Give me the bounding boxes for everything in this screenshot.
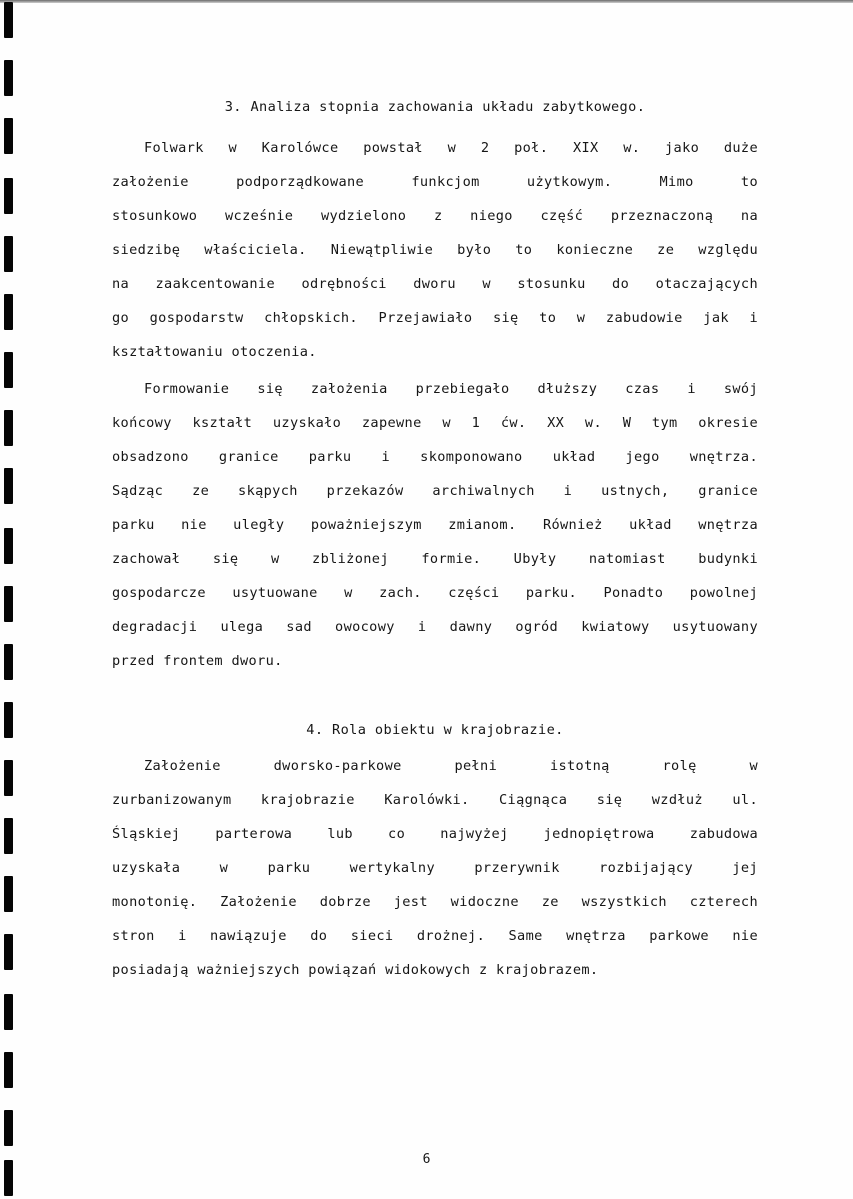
binding-hole xyxy=(4,818,13,854)
section-4-heading: 4. Rola obiektu w krajobrazie. xyxy=(306,722,564,738)
text-line: Formowanie się założenia przebiegało dłuższy czas i swój xyxy=(144,381,758,397)
text-line: Śląskiej parterowa lub co najwyżej jednopiętrowa zabudowa xyxy=(112,826,758,842)
binding-hole xyxy=(4,236,13,272)
binding-hole xyxy=(4,876,13,912)
text-line: kształtowaniu otoczenia. xyxy=(112,344,317,360)
text-line: stron i nawiązuje do sieci drożnej. Same wnętrza parkowe nie xyxy=(112,928,758,944)
binding-hole xyxy=(4,644,13,680)
section-3-paragraph-1 xyxy=(112,131,758,369)
binding-hole xyxy=(4,410,13,446)
binding-hole xyxy=(4,60,13,96)
text-line: parku nie uległy poważniejszym zmianom. Również układ wnętrza xyxy=(112,517,758,533)
binding-hole xyxy=(4,294,13,330)
binding-holes xyxy=(0,0,20,1199)
page-number: 6 xyxy=(422,1152,431,1167)
section-4-paragraph-1 xyxy=(112,749,758,987)
text-line: monotonię. Założenie dobrze jest widoczne ze wszystkich czterech xyxy=(112,894,758,910)
binding-hole xyxy=(4,2,13,38)
text-line: Założenie dworsko-parkowe pełni istotną rolę w xyxy=(144,758,758,774)
binding-hole xyxy=(4,760,13,796)
text-line: zurbanizowanym krajobrazie Karolówki. Ciągnąca się wzdłuż ul. xyxy=(112,792,758,808)
binding-hole xyxy=(4,934,13,970)
text-line: uzyskała w parku wertykalny przerywnik rozbijający jej xyxy=(112,860,758,876)
binding-hole xyxy=(4,1052,13,1088)
text-line: go gospodarstw chłopskich. Przejawiało się to w zabudowie jak i xyxy=(112,310,758,326)
text-line: siedzibę właściciela. Niewątpliwie było to konieczne ze względu xyxy=(112,242,758,258)
text-line: na zaakcentowanie odrębności dworu w stosunku do otaczających xyxy=(112,276,758,292)
text-line: Sądząc ze skąpych przekazów archiwalnych i ustnych, granice xyxy=(112,483,758,499)
text-line: przed frontem dworu. xyxy=(112,653,283,669)
binding-hole xyxy=(4,1110,13,1146)
binding-hole xyxy=(4,702,13,738)
binding-hole xyxy=(4,178,13,214)
binding-hole xyxy=(4,586,13,622)
page-top-edge xyxy=(0,0,853,3)
text-line: końcowy kształt uzyskało zapewne w 1 ćw. XX w. W tym okresie xyxy=(112,415,758,431)
text-line: degradacji ulega sad owocowy i dawny ogród kwiatowy usytuowany xyxy=(112,619,758,635)
binding-hole xyxy=(4,994,13,1030)
text-line: Folwark w Karolówce powstał w 2 poł. XIX w. jako duże xyxy=(144,140,758,156)
section-3-heading: 3. Analiza stopnia zachowania układu zabytkowego. xyxy=(224,99,646,115)
text-line: posiadają ważniejszych powiązań widokowych z krajobrazem. xyxy=(112,962,599,978)
text-line: zachował się w zbliżonej formie. Ubyły natomiast budynki xyxy=(112,551,758,567)
binding-hole xyxy=(4,468,13,504)
section-3-paragraph-2 xyxy=(112,372,758,678)
binding-hole xyxy=(4,118,13,154)
text-line: stosunkowo wcześnie wydzielono z niego część przeznaczoną na xyxy=(112,208,758,224)
binding-hole xyxy=(4,352,13,388)
binding-hole xyxy=(4,528,13,564)
text-line: gospodarcze usytuowane w zach. części parku. Ponadto powolnej xyxy=(112,585,758,601)
text-line: obsadzono granice parku i skomponowano układ jego wnętrza. xyxy=(112,449,758,465)
text-line: założenie podporządkowane funkcjom użytkowym. Mimo to xyxy=(112,174,758,190)
